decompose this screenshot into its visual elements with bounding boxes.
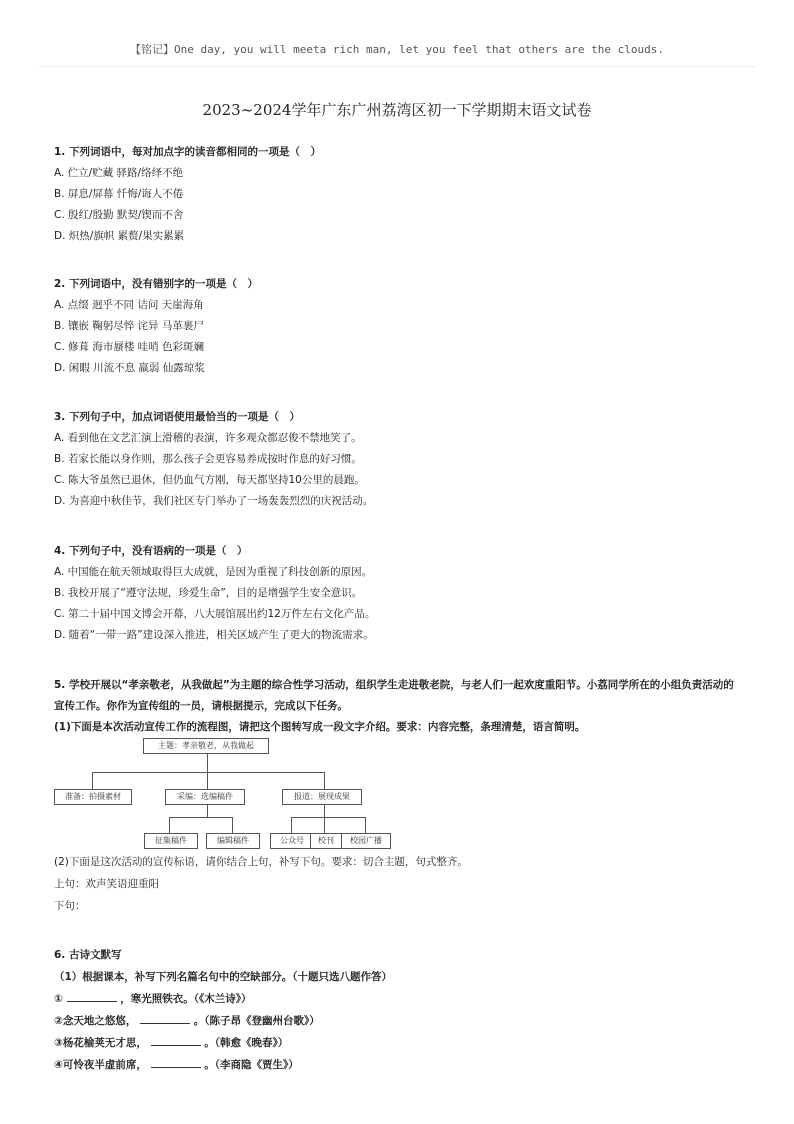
question-1-option-c: C. 殷红/殷勤 默契/锲而不舍 <box>54 209 184 221</box>
poem-line-4-pre: ④可怜夜半虚前席， <box>54 1059 147 1071</box>
poem-line-1 <box>54 988 392 1010</box>
question-5 <box>54 675 744 738</box>
flow-edit: 采编：选编稿件 <box>165 789 245 805</box>
question-3-option-d: D. 为喜迎中秋佳节，我们社区专门举办了一场轰轰烈烈的庆祝活动。 <box>54 495 374 507</box>
question-3 <box>54 407 373 512</box>
poem-line-3-pre: ③杨花榆荚无才思， <box>54 1037 147 1049</box>
question-4-option-b: B. 我校开展了“遵守法规，珍爱生命”，目的是增强学生安全意识。 <box>54 587 363 599</box>
poem-line-2-post: 。（陈子昂《登幽州台歌》） <box>193 1015 320 1027</box>
poem-line-3 <box>54 1032 392 1054</box>
poem-line-1-post: ，寒光照铁衣。（《木兰诗》） <box>120 993 252 1005</box>
question-5-sub1: (1)下面是本次活动宣传工作的流程图，请把这个图转写成一段文字介绍。要求：内容完整，条理清楚，语言简明。 <box>54 721 586 733</box>
question-1-option-b: B. 屏息/屏幕 忏悔/诲人不倦 <box>54 188 184 200</box>
flow-connector <box>365 817 366 833</box>
flow-connector <box>324 817 325 833</box>
flow-prep: 准备：拍摄素材 <box>54 789 132 805</box>
page-title: 2023~2024学年广东广州荔湾区初一下学期期末语文试卷 <box>202 101 592 119</box>
flow-journal: 校刊 <box>310 833 342 849</box>
question-4-option-a: A. 中国能在航天领域取得巨大成就，是因为重视了科技创新的原因。 <box>54 566 373 578</box>
poem-line-2-pre: ②念天地之悠悠， <box>54 1015 137 1027</box>
question-3-option-b: B. 若家长能以身作则，那么孩子会更容易养成按时作息的好习惯。 <box>54 453 362 465</box>
flow-connector <box>291 817 365 818</box>
question-5-lower-line: 下句： <box>54 900 86 912</box>
question-2-option-d: D. 闲暇 川流不息 羸弱 仙露琼浆 <box>54 362 205 374</box>
flow-report: 报道：展现成果 <box>282 789 362 805</box>
poem-line-4-post: 。（李商隐《贾生》） <box>204 1059 299 1071</box>
answer-blank[interactable] <box>140 1011 190 1024</box>
question-1-option-a: A. 伫立/贮藏 驿路/络绎不绝 <box>54 167 184 179</box>
poem-line-1-pre: ① <box>54 993 63 1005</box>
question-1 <box>54 142 321 247</box>
poem-line-3-post: 。（韩愈《晚春》） <box>204 1037 289 1049</box>
flow-connector <box>169 817 170 833</box>
question-2-option-c: C. 修葺 海市蜃楼 哇哨 色彩斑斓 <box>54 341 205 353</box>
answer-blank[interactable] <box>67 989 117 1002</box>
flow-wechat: 公众号 <box>270 833 314 849</box>
question-4-option-c: C. 第二十届中国文博会开幕，八大展馆展出约12万件左右文化产品。 <box>54 608 376 620</box>
question-6-sub: （1）根据课本，补写下列名篇名句中的空缺部分。（十题只选八题作答） <box>54 971 393 983</box>
question-2-option-a: A. 点缀 迥乎不同 诘问 天崖海角 <box>54 299 204 311</box>
question-1-stem: 1. 下列词语中，每对加点字的读音都相同的一项是（ ） <box>54 146 321 158</box>
flow-connector <box>232 817 233 833</box>
question-5-upper-line: 上句：欢声笑语迎重阳 <box>54 878 159 890</box>
answer-blank[interactable] <box>151 1055 201 1068</box>
flow-connector <box>324 772 325 789</box>
flow-connector <box>207 805 208 817</box>
flow-root: 主题：孝亲敬老，从我做起 <box>143 738 269 754</box>
question-5-sub2: (2)下面是这次活动的宣传标语，请你结合上句，补写下句。要求：切合主题，句式整齐。 <box>54 856 468 868</box>
question-1-option-d: D. 炽热/旗帜 累赘/果实累累 <box>54 230 185 242</box>
question-3-option-c: C. 陈大爷虽然已退休，但仍血气方刚，每天都坚持10公里的晨跑。 <box>54 474 365 486</box>
flow-connector <box>169 817 232 818</box>
header-motto: 【铭记】One day, you will meeta rich man, let you feel that others are the clouds. <box>129 43 665 56</box>
flow-compile: 编辑稿件 <box>206 833 260 849</box>
question-6 <box>54 944 392 1076</box>
flow-connector <box>92 772 93 789</box>
flow-connector <box>207 772 208 789</box>
flow-connector <box>92 772 324 773</box>
question-2 <box>54 274 258 379</box>
question-4 <box>54 541 375 646</box>
question-3-stem: 3. 下列句子中，加点词语使用最恰当的一项是（ ） <box>54 411 300 423</box>
flow-connector <box>207 753 208 772</box>
flow-connector <box>291 817 292 833</box>
header-divider <box>38 66 756 67</box>
flow-connector <box>324 805 325 817</box>
question-5-intro: 5. 学校开展以“孝亲敬老，从我做起”为主题的综合性学习活动，组织学生走进敬老院，与老人们一起欢度重阳节。小荔同学所在的小组负责活动的宣传工作。你作为宣传组的一员，请根据提示，完成以下任务。 <box>54 679 734 712</box>
question-2-option-b: B. 镶嵌 鞠躬尽悴 诧异 马革裹尸 <box>54 320 204 332</box>
question-2-stem: 2. 下列词语中，没有错别字的一项是（ ） <box>54 278 258 290</box>
flow-collect: 征集稿件 <box>144 833 198 849</box>
question-4-option-d: D. 随着“一带一路”建设深入推进，相关区域产生了更大的物流需求。 <box>54 629 374 641</box>
poem-line-4 <box>54 1054 392 1076</box>
poem-line-2 <box>54 1010 392 1032</box>
question-5-part-2 <box>54 851 468 917</box>
question-4-stem: 4. 下列句子中，没有语病的一项是（ ） <box>54 545 248 557</box>
answer-blank[interactable] <box>151 1033 201 1046</box>
flow-radio: 校园广播 <box>341 833 391 849</box>
question-6-title: 6. 古诗文默写 <box>54 949 122 961</box>
question-3-option-a: A. 看到他在文艺汇演上滑稽的表演，许多观众都忍俊不禁地笑了。 <box>54 432 362 444</box>
